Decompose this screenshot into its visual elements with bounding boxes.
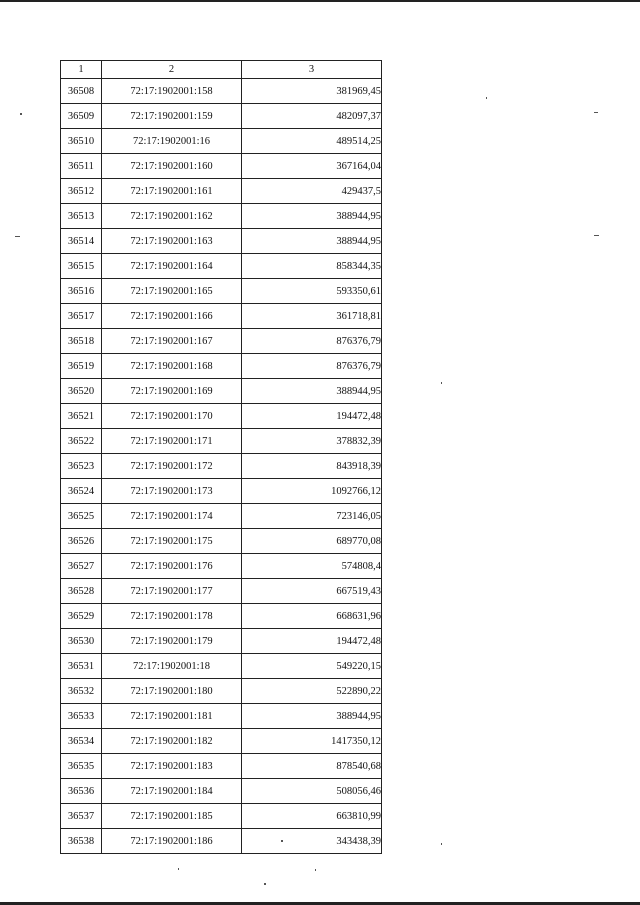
row-number: 36524 [61,479,102,504]
table-body [61,79,382,854]
cadastral-number: 72:17:1902001:182 [102,729,242,754]
cadastral-value: 843918,39 [242,454,382,479]
row-number: 36534 [61,729,102,754]
row-number: 36509 [61,104,102,129]
row-number: 36513 [61,204,102,229]
cadastral-number: 72:17:1902001:178 [102,604,242,629]
row-number: 36508 [61,79,102,104]
cadastral-number: 72:17:1902001:184 [102,779,242,804]
cadastral-value: 388944,95 [242,704,382,729]
table-row [61,404,382,429]
cadastral-number: 72:17:1902001:170 [102,404,242,429]
table-row [61,354,382,379]
table-row [61,629,382,654]
row-number: 36512 [61,179,102,204]
cadastral-number: 72:17:1902001:179 [102,629,242,654]
table-row [61,804,382,829]
row-number: 36527 [61,554,102,579]
table-row [61,554,382,579]
cadastral-value: 858344,35 [242,254,382,279]
row-number: 36538 [61,829,102,854]
cadastral-value: 381969,45 [242,79,382,104]
cadastral-value: 378832,39 [242,429,382,454]
table-row [61,504,382,529]
cadastral-number: 72:17:1902001:175 [102,529,242,554]
cadastral-number: 72:17:1902001:18 [102,654,242,679]
table-row [61,579,382,604]
cadastral-number: 72:17:1902001:166 [102,304,242,329]
row-number: 36516 [61,279,102,304]
row-number: 36526 [61,529,102,554]
table-row [61,179,382,204]
cadastral-value: 522890,22 [242,679,382,704]
cadastral-number: 72:17:1902001:183 [102,754,242,779]
table-row [61,279,382,304]
scan-speck [594,112,598,113]
cadastral-number: 72:17:1902001:181 [102,704,242,729]
row-number: 36535 [61,754,102,779]
cadastral-value: 549220,15 [242,654,382,679]
cadastral-value: 194472,48 [242,629,382,654]
scan-speck [486,97,487,99]
scan-speck [594,235,599,236]
cadastral-number: 72:17:1902001:163 [102,229,242,254]
row-number: 36517 [61,304,102,329]
cadastral-value: 667519,43 [242,579,382,604]
row-number: 36528 [61,579,102,604]
header-col-2: 2 [102,61,242,79]
row-number: 36536 [61,779,102,804]
table-row [61,479,382,504]
scan-speck [20,113,22,115]
cadastral-value: 723146,05 [242,504,382,529]
table-row [61,329,382,354]
row-number: 36518 [61,329,102,354]
cadastral-number: 72:17:1902001:16 [102,129,242,154]
cadastral-number: 72:17:1902001:158 [102,79,242,104]
cadastral-number: 72:17:1902001:174 [102,504,242,529]
cadastral-value: 1417350,12 [242,729,382,754]
cadastral-value: 489514,25 [242,129,382,154]
row-number: 36510 [61,129,102,154]
table-row [61,229,382,254]
row-number: 36537 [61,804,102,829]
cadastral-value: 663810,99 [242,804,382,829]
cadastral-value: 482097,37 [242,104,382,129]
row-number: 36532 [61,679,102,704]
cadastral-number: 72:17:1902001:168 [102,354,242,379]
table-header [61,61,382,79]
cadastral-value: 361718,81 [242,304,382,329]
cadastral-number: 72:17:1902001:165 [102,279,242,304]
scan-speck [15,236,20,237]
table-row [61,129,382,154]
row-number: 36529 [61,604,102,629]
cadastral-number: 72:17:1902001:173 [102,479,242,504]
row-number: 36525 [61,504,102,529]
cadastral-number: 72:17:1902001:185 [102,804,242,829]
cadastral-value-table [60,60,382,854]
row-number: 36515 [61,254,102,279]
cadastral-number: 72:17:1902001:159 [102,104,242,129]
scan-speck [281,840,283,842]
scan-speck [441,843,442,845]
header-col-3: 3 [242,61,382,79]
table-row [61,604,382,629]
cadastral-value: 593350,61 [242,279,382,304]
cadastral-number: 72:17:1902001:186 [102,829,242,854]
table-row [61,79,382,104]
scan-speck [315,869,316,871]
row-number: 36519 [61,354,102,379]
table-row [61,654,382,679]
cadastral-value: 876376,79 [242,354,382,379]
table-row [61,779,382,804]
table-row [61,529,382,554]
row-number: 36533 [61,704,102,729]
cadastral-value: 343438,39 [242,829,382,854]
cadastral-number: 72:17:1902001:160 [102,154,242,179]
table-row [61,454,382,479]
scan-edge-top [0,0,640,2]
cadastral-number: 72:17:1902001:167 [102,329,242,354]
cadastral-value: 689770,08 [242,529,382,554]
cadastral-value: 574808,4 [242,554,382,579]
header-col-1: 1 [61,61,102,79]
cadastral-value: 1092766,12 [242,479,382,504]
table-row [61,754,382,779]
table-row [61,154,382,179]
cadastral-value: 876376,79 [242,329,382,354]
scan-speck [264,883,266,885]
cadastral-value: 388944,95 [242,379,382,404]
table-row [61,829,382,854]
table-row [61,704,382,729]
cadastral-value: 388944,95 [242,229,382,254]
table-row [61,204,382,229]
cadastral-value: 668631,96 [242,604,382,629]
cadastral-value: 194472,48 [242,404,382,429]
cadastral-number: 72:17:1902001:176 [102,554,242,579]
cadastral-number: 72:17:1902001:171 [102,429,242,454]
row-number: 36523 [61,454,102,479]
cadastral-number: 72:17:1902001:172 [102,454,242,479]
table-row [61,254,382,279]
table-row [61,104,382,129]
cadastral-number: 72:17:1902001:164 [102,254,242,279]
cadastral-value: 388944,95 [242,204,382,229]
cadastral-number: 72:17:1902001:177 [102,579,242,604]
table-row [61,679,382,704]
cadastral-value: 508056,46 [242,779,382,804]
row-number: 36520 [61,379,102,404]
table-row [61,729,382,754]
table-row [61,429,382,454]
cadastral-number: 72:17:1902001:180 [102,679,242,704]
cadastral-number: 72:17:1902001:161 [102,179,242,204]
cadastral-value: 429437,5 [242,179,382,204]
row-number: 36511 [61,154,102,179]
row-number: 36521 [61,404,102,429]
cadastral-number: 72:17:1902001:162 [102,204,242,229]
cadastral-number: 72:17:1902001:169 [102,379,242,404]
row-number: 36514 [61,229,102,254]
header-row [61,61,382,79]
cadastral-value: 367164,04 [242,154,382,179]
cadastral-value: 878540,68 [242,754,382,779]
scan-speck [441,382,442,384]
row-number: 36530 [61,629,102,654]
table-row [61,379,382,404]
row-number: 36522 [61,429,102,454]
table-row [61,304,382,329]
scan-speck [178,868,179,870]
row-number: 36531 [61,654,102,679]
